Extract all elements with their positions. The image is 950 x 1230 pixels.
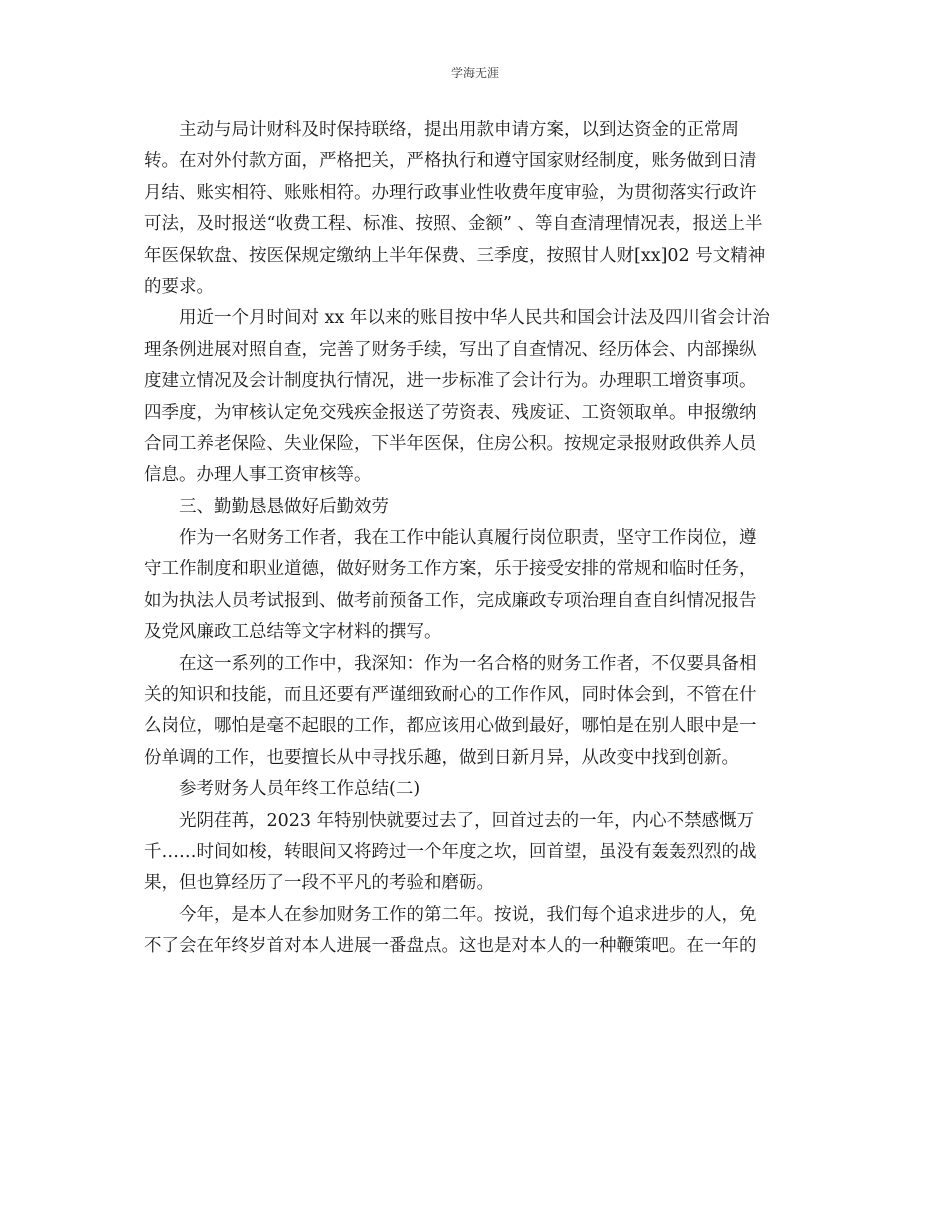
page-header: 学海无涯: [450, 66, 499, 80]
text-line: 份单调的工作，也要擅长从中寻找乐趣，做到日新月异，从改变中找到创新。: [144, 747, 739, 768]
text-line: 信息。办理人事工资审核等。: [144, 465, 372, 486]
text-line: 不了会在年终岁首对本人进展一番盘点。这也是对本人的一种鞭策吧。在一年的: [144, 936, 757, 957]
text-line: 度建立情况及会计制度执行情况，进一步标准了会计行为。办理职工增资事项。: [144, 371, 757, 392]
text-line: 合同工养老保险、失业保险，下半年医保，住房公积。按规定录报财政供养人员: [144, 433, 757, 454]
text-line: 如为执法人员考试报到、做考前预备工作，完成廉政专项治理自查自纠情况报告: [144, 590, 757, 611]
text-line: 在这一系列的工作中，我深知：作为一名合格的财务工作者，不仅要具备相: [179, 653, 757, 674]
text-line: 关的知识和技能，而且还要有严谨细致耐心的工作作风，同时体会到，不管在什: [144, 685, 757, 706]
text-line: 主动与局计财科及时保持联络，提出用款申请方案，以到达资金的正常周: [179, 120, 739, 140]
text-line: 的要求。: [144, 276, 214, 297]
text-line: 果，但也算经历了一段不平凡的考验和磨砺。: [144, 873, 494, 894]
text-line: 及党风廉政工总结等文字材料的撰写。: [144, 622, 442, 643]
text-line: 光阴荏苒，2023 年特别快就要过去了，回首过去的一年，内心不禁感慨万: [179, 810, 755, 831]
text-line: 三、勤勤恳恳做好后勤效劳: [179, 496, 389, 517]
text-line: 四季度，为审核认定免交残疾金报送了劳资表、残废证、工资领取单。申报缴纳: [144, 402, 757, 423]
text-line: 参考财务人员年终工作总结(二): [179, 779, 421, 800]
text-line: 么岗位，哪怕是毫不起眼的工作，都应该用心做到最好，哪怕是在别人眼中是一: [144, 716, 757, 737]
text-line: 理条例进展对照自查，完善了财务手续，写出了自查情况、经历体会、内部操纵: [144, 339, 757, 360]
text-line: 千……时间如梭，转眼间又将跨过一个年度之坎，回首望，虽没有轰轰烈烈的战: [144, 841, 757, 862]
text-line: 转。在对外付款方面，严格把关，严格执行和遵守国家财经制度，账务做到日清: [144, 151, 757, 172]
text-line: 年医保软盘、按医保规定缴纳上半年保费、三季度，按照甘人财[xx]02 号文精神: [144, 245, 766, 266]
text-line: 可法，及时报送“收费工程、标准、按照、金额” 、等自查清理情况表，报送上半: [144, 214, 763, 235]
text-line: 用近一个月时间对 xx 年以来的账目按中华人民共和国会计法及四川省会计治: [179, 308, 770, 329]
text-line: 月结、账实相符、账账相符。办理行政事业性收费年度审验，为贯彻落实行政许: [144, 182, 757, 203]
text-line: 守工作制度和职业道德，做好财务工作方案，乐于接受安排的常规和临时任务，: [144, 559, 757, 580]
document-body: [144, 115, 804, 963]
text-line: 今年，是本人在参加财务工作的第二年。按说，我们每个追求进步的人，免: [179, 904, 757, 925]
text-line: 作为一名财务工作者，我在工作中能认真履行岗位职责，坚守工作岗位，遵: [179, 528, 757, 549]
